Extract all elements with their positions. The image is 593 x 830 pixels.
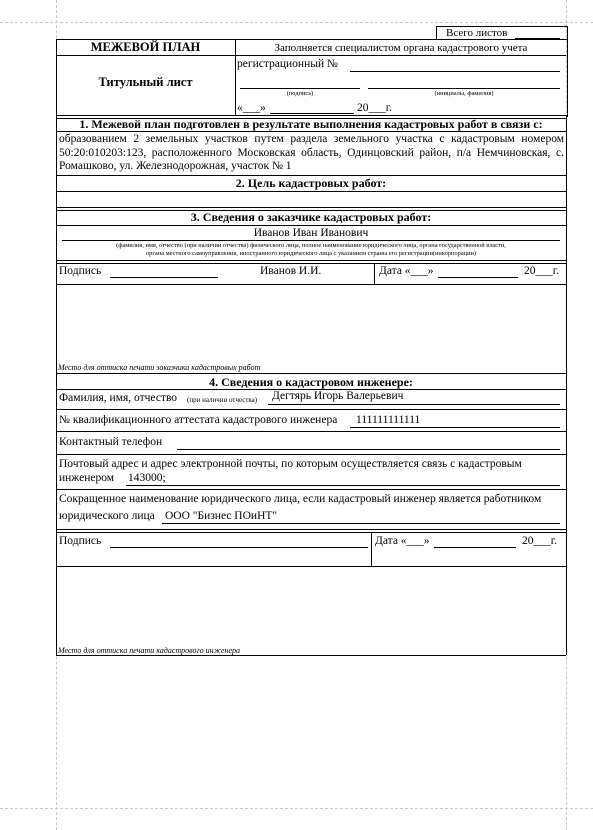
engineer-date-label: Дата «___» xyxy=(375,535,430,547)
engineer-date-month-line xyxy=(434,547,516,548)
engineer-date-divider xyxy=(371,532,372,566)
customer-date-label: Дата «___» xyxy=(379,265,434,277)
engineer-cert-rule xyxy=(56,431,566,432)
engineer-address-line xyxy=(126,485,560,486)
customer-signature-label: Подпись xyxy=(59,265,102,277)
section1-title-rule xyxy=(56,131,566,132)
engineer-signature-line xyxy=(110,547,368,548)
customer-date-year: 20___г. xyxy=(524,265,560,277)
engineer-org-label-line1: Сокращенное наименование юридического лица, если кадастровый инженер является работником xyxy=(59,493,542,505)
engineer-address-rule xyxy=(56,489,566,490)
engineer-signature-label: Подпись xyxy=(59,535,102,547)
signature-line xyxy=(240,88,360,89)
reg-date-year: 20___г. xyxy=(357,102,393,114)
customer-caption-line2: органа местного самоуправления, иностранного юридического лица с указанием страны его регистрации(инкорпорации) xyxy=(145,250,477,257)
customer-signature-line xyxy=(110,277,218,278)
plan-title: МЕЖЕВОЙ ПЛАН xyxy=(90,40,201,54)
margin-guide-bottom xyxy=(0,808,593,809)
customer-name-line xyxy=(62,240,560,241)
section4-title: 4. Сведения о кадастровом инженере: xyxy=(209,375,413,389)
engineer-fio-value: Дегтярь Игорь Валерьевич xyxy=(272,390,404,402)
margin-guide-top xyxy=(0,22,593,23)
engineer-fio-caption: (при наличии отчества) xyxy=(187,396,258,404)
table-left-border xyxy=(56,116,57,655)
engineer-phone-line xyxy=(177,449,560,450)
initials-line xyxy=(368,88,560,89)
engineer-address-label-line2: инженером xyxy=(59,472,115,484)
engineer-fio-line xyxy=(268,404,560,405)
engineer-phone-rule xyxy=(56,454,566,455)
signature-caption: (подпись) xyxy=(286,90,314,97)
title-sheet-label: Титульный лист xyxy=(98,75,193,89)
engineer-org-line xyxy=(162,523,560,524)
customer-signature-rule xyxy=(56,284,566,285)
reg-date-prefix: «___» xyxy=(237,102,266,114)
filled-by-note: Заполняется специалистом органа кадастрового учета xyxy=(274,42,528,54)
section2-title: 2. Цель кадастровых работ: xyxy=(235,176,387,190)
engineer-org-value: ООО "Бизнес ПОиНТ" xyxy=(165,510,278,522)
section4-bottom-rule xyxy=(56,655,566,656)
section3-title-rule xyxy=(56,225,566,226)
engineer-date-year: 20___г. xyxy=(522,535,558,547)
table-right-border xyxy=(566,116,567,655)
reg-number-line xyxy=(350,71,560,72)
reg-number-label: регистрационный № xyxy=(237,58,338,70)
engineer-cert-value: 111111111111 xyxy=(356,414,421,426)
engineer-address-label-line1: Почтовый адрес и адрес электронной почты, по которым осуществляется связь с кадастровым xyxy=(59,458,522,470)
engineer-fio-label: Фамилия, имя, отчество xyxy=(59,392,178,404)
engineer-address-value: 143000; xyxy=(128,472,166,484)
engineer-cert-label: № квалификационного аттестата кадастрового инженера xyxy=(59,414,338,426)
section3-bottom-rule xyxy=(56,373,566,374)
reg-date-month-line xyxy=(270,113,354,114)
customer-caption-line1: (фамилия, имя, отчество (при наличии отчества) физического лица, полное наименование юридического лица, органа государственной власти, xyxy=(116,242,506,249)
customer-signature-name: Иванов И.И. xyxy=(260,265,322,277)
customer-date-month-line xyxy=(438,277,518,278)
section1-text: образованием 2 земельных участков путем раздела земельного участка с кадастровым номером 50:20:010203:123, расположенного Московская область, Одинцовский район, п/а Немчиновская, с. Ромашково, ул. Железнодорожная, участок № 1 xyxy=(59,133,564,173)
customer-stamp-note: Место для оттиска печати заказчика кадастровых работ xyxy=(58,363,261,372)
engineer-org-label-line2: юридического лица xyxy=(59,510,155,522)
total-sheets-label: Всего листов xyxy=(446,27,508,39)
section3-caption-rule xyxy=(56,260,567,264)
engineer-fio-rule xyxy=(56,409,566,410)
engineer-phone-label: Контактный телефон xyxy=(59,436,163,448)
header-row-line xyxy=(56,55,566,56)
engineer-signature-rule xyxy=(56,566,566,567)
engineer-org-rule xyxy=(56,529,567,533)
customer-name: Иванов Иван Иванович xyxy=(253,227,369,239)
section1-title: 1. Межевой план подготовлен в результате выполнения кадастровых работ в связи с: xyxy=(79,117,543,131)
engineer-cert-line xyxy=(350,427,560,428)
initials-caption: (инициалы, фамилия) xyxy=(434,90,494,97)
section3-title: 3. Сведения о заказчике кадастровых работ: xyxy=(190,210,432,224)
customer-date-divider xyxy=(374,263,375,284)
section2-title-rule xyxy=(56,191,566,192)
engineer-stamp-note: Место для оттиска печати кадастрового инженера xyxy=(58,646,241,655)
